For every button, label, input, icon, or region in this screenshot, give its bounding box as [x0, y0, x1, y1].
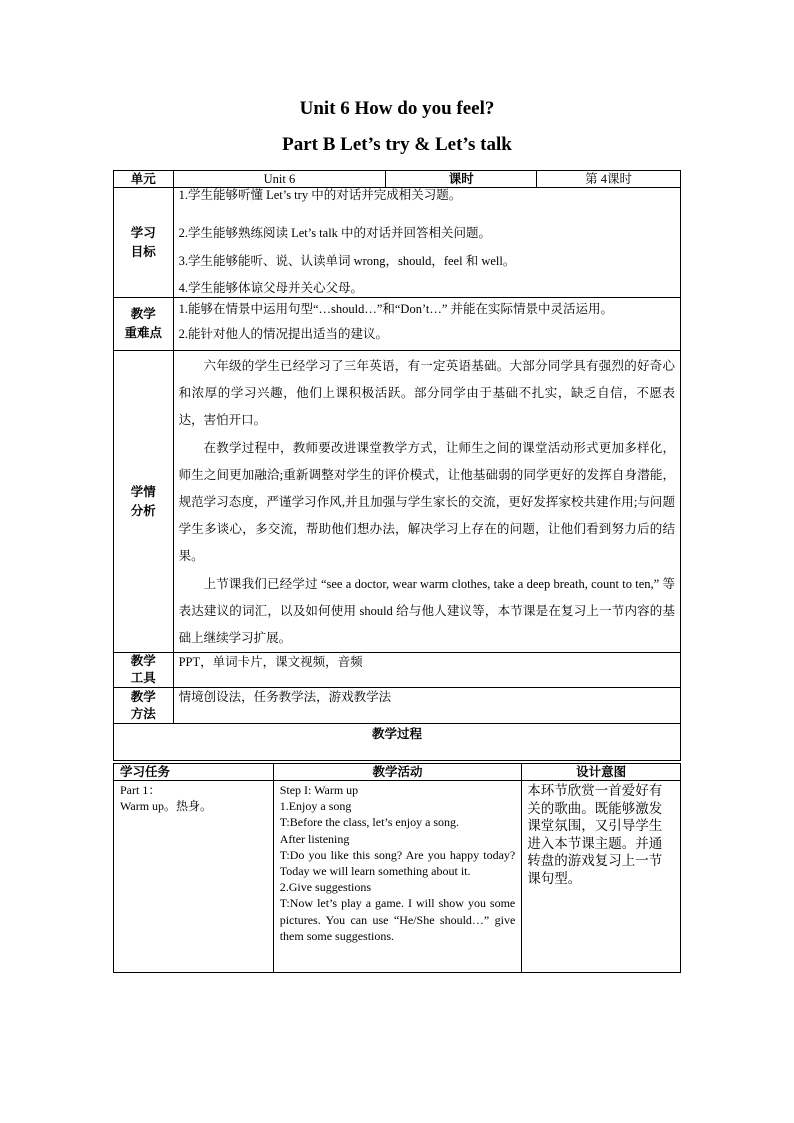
objectives-label-line2: 目标: [130, 244, 156, 259]
methods-label-line1: 教学: [130, 689, 156, 704]
unit-row: [114, 171, 681, 188]
page-title: Unit 6 How do you feel?: [299, 98, 495, 119]
tools-label-line1: 教学: [130, 654, 156, 669]
activity-line: T:Do you like this song? Are you happy today? Today we will learn something about it.: [279, 847, 516, 879]
analysis-label-line2: 分析: [130, 503, 156, 518]
objectives-row: [114, 188, 681, 298]
analysis-label-line1: 学情: [130, 484, 156, 499]
objectives-label: [114, 188, 174, 298]
unit-label: 单元: [114, 171, 174, 188]
task-line: Warm up。热身。: [120, 799, 213, 814]
tools-label-line2: 工具: [130, 671, 156, 686]
methods-row: [114, 688, 681, 724]
activity-line: T:Now let’s play a game. I will show you some pictures. You can use “He/She should…” give them some suggestions.: [279, 896, 516, 943]
objective-item: 3.学生能够能听、说、认读单词 wrong，should，feel 和 well。: [178, 254, 516, 268]
activity-line: 1.Enjoy a song: [279, 799, 352, 814]
process-row: [114, 781, 681, 973]
intent-cell: 本环节欣赏一首爱好有关的歌曲。既能够激发课堂氛围，又引导学生进入本节课主题。并通转盘的游戏复习上一节课句型。: [522, 781, 681, 973]
analysis-row: [114, 351, 681, 653]
methods-value: 情境创设法，任务教学法，游戏教学法: [173, 688, 680, 724]
period-value: 第 4课时: [537, 171, 681, 188]
key-points-list: [173, 298, 680, 351]
key-points-row: [114, 298, 681, 351]
objectives-label-line1: 学习: [130, 225, 156, 240]
col-header-intent: 设计意图: [522, 764, 681, 781]
task-line: Part 1：: [120, 783, 161, 797]
process-table: [113, 763, 681, 973]
page-subtitle: Part B Let’s try & Let’s talk: [282, 134, 512, 155]
tools-value: PPT，单词卡片，课文视频，音频: [173, 653, 680, 688]
key-points-label: [114, 298, 174, 351]
key-points-label-line2: 重难点: [124, 326, 163, 340]
activity-line: T:Before the class, let’s enjoy a song.: [279, 815, 460, 830]
objectives-list: [173, 188, 680, 298]
key-points-label-line1: 教学: [130, 307, 156, 321]
analysis-paragraph: 六年级的学生已经学习了三年英语，有一定英语基础。大部分同学具有强烈的好奇心和浓厚的学习兴趣，他们上课积极活跃。部分同学由于基础不扎实，缺乏自信，不愿表达，害怕开口。: [178, 359, 675, 428]
process-header-row: [114, 764, 681, 781]
process-heading: 教学过程: [114, 724, 681, 761]
methods-label: [114, 688, 174, 724]
tools-row: [114, 653, 681, 688]
task-cell: [114, 781, 274, 973]
methods-label-line2: 方法: [130, 706, 156, 721]
tools-label: [114, 653, 174, 688]
analysis-text: [173, 351, 680, 653]
period-label: 课时: [386, 171, 537, 188]
key-point-item: 2.能针对他人的情况提出适当的建议。: [178, 327, 388, 341]
activity-line: After listening: [279, 831, 350, 846]
col-header-task: 学习任务: [114, 764, 274, 781]
activity-line: Step I: Warm up: [279, 783, 359, 797]
analysis-paragraph: 上节课我们已经学过 “see a doctor, wear warm clothes, take a deep breath, count to ten,” 等表达建议的词汇，以及如何使用 should 给与他人建议等，本节课是在复习上一节内容的基础上继续学习扩展。: [178, 576, 675, 646]
key-point-item: 1.能够在情景中运用句型“…should…”和“Don’t…” 并能在实际情景中灵活运用。: [178, 302, 614, 316]
analysis-paragraph: 在教学过程中，教师要改进课堂教学方式，让师生之间的课堂活动形式更加多样化，师生之间更加融洽;重新调整对学生的评价模式，让他基础弱的同学更好的发挥自身潜能，规范学习态度，严谨学习作风,并且加强与学生家长的交流，更好发挥家校共建作用;与问题学生多谈心，多交流，帮助他们想办法，解决学习上存在的问题，让他们看到努力后的结果。: [178, 440, 675, 564]
unit-value: Unit 6: [173, 171, 386, 188]
process-heading-row: [114, 724, 681, 761]
activity-line: 2.Give suggestions: [279, 880, 372, 895]
lesson-info-table: [113, 170, 681, 761]
activity-cell: [273, 781, 522, 973]
objective-item: 2.学生能够熟练阅读 Let’s talk 中的对话并回答相关问题。: [178, 226, 492, 240]
objective-item: 1.学生能够听懂 Let’s try 中的对话并完成相关习题。: [178, 188, 462, 202]
objective-item: 4.学生能够体谅父母并关心父母。: [178, 281, 363, 295]
col-header-activity: 教学活动: [273, 764, 522, 781]
analysis-label: [114, 351, 174, 653]
